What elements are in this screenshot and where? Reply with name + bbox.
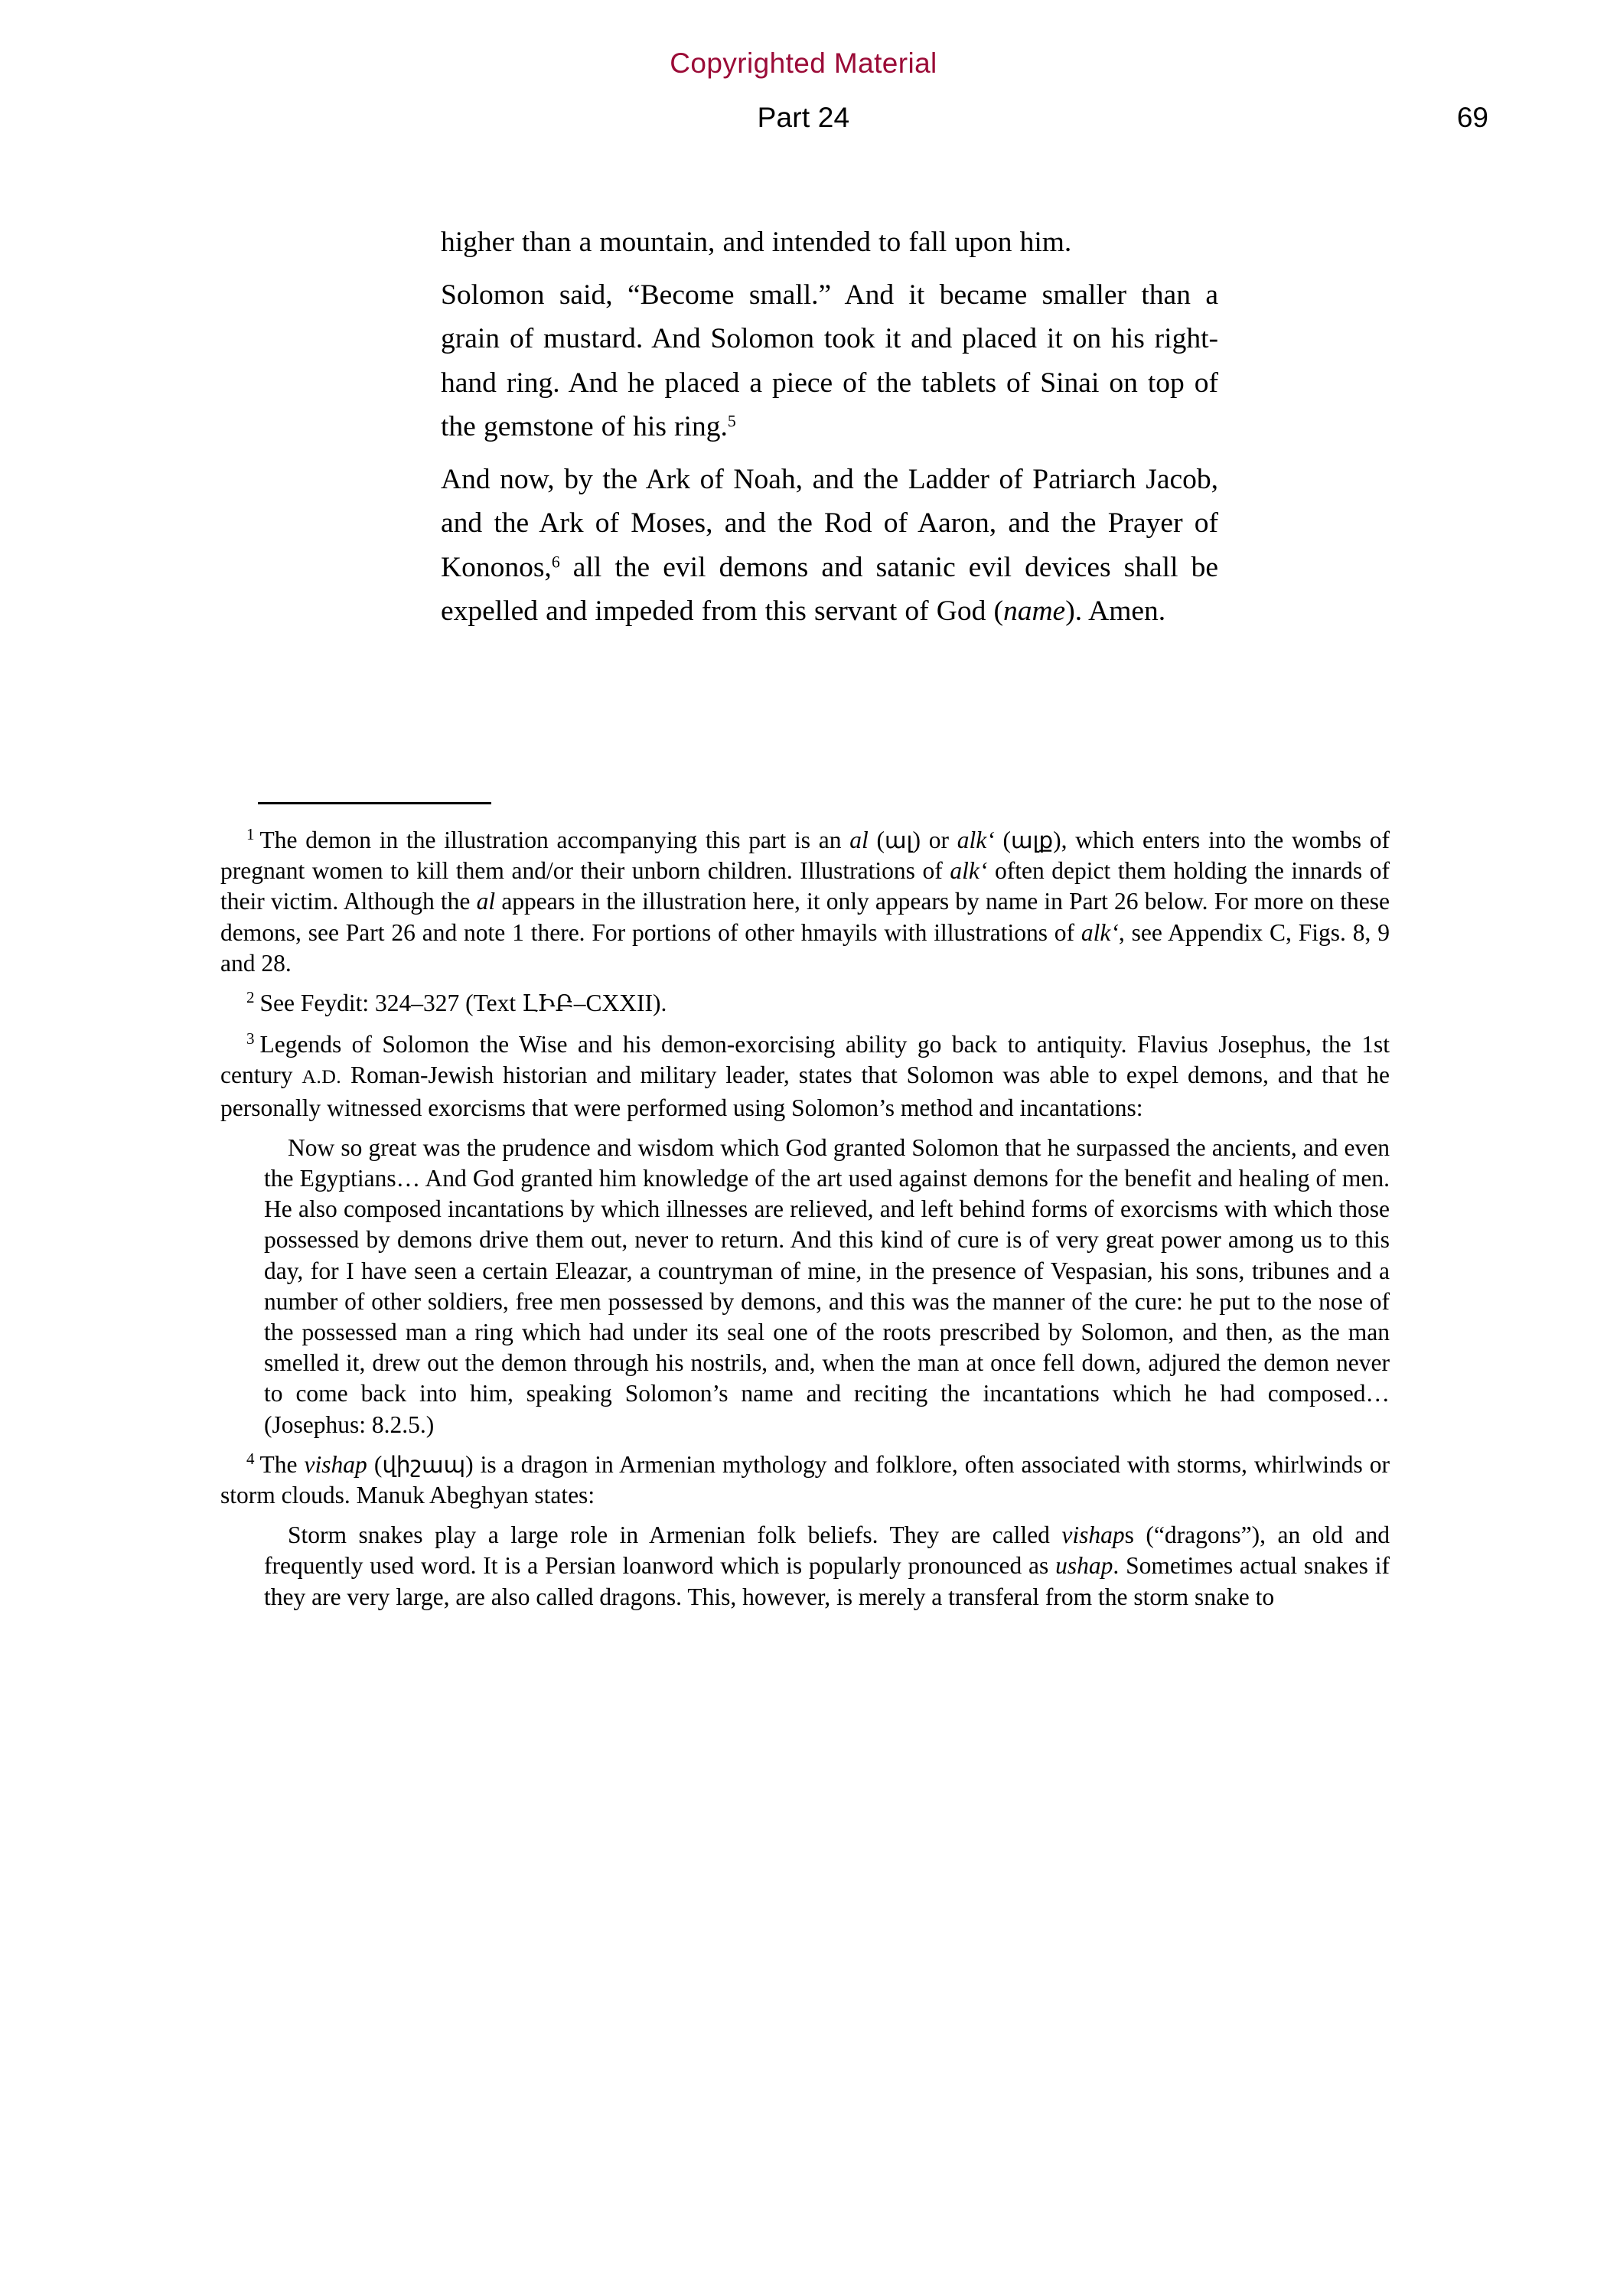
footnote-1-seg-f: often depict them holding the innards of their victim. Although the <box>220 857 1390 915</box>
footnote-4-number: 4 <box>246 1449 255 1468</box>
body-paragraph-3-text-a: And now, by the Ark of Noah, and the Ladder of Patriarch Jacob, and the Ark of Moses, and the Rod of Aaron, and the Prayer of Kononos, <box>441 463 1218 583</box>
footnote-4-quote-b: s (“dragons”), an old and frequently used word. It is a Persian loanword which is popularly pronounced as <box>264 1521 1390 1580</box>
footnote-3-smallcaps-ad: A.D. <box>302 1065 342 1088</box>
body-paragraph-3 <box>441 458 1218 634</box>
footnote-separator-rule <box>258 802 491 804</box>
body-paragraph-1 <box>441 220 1218 265</box>
note-reference-6: 6 <box>551 553 560 572</box>
footnote-1-italic-alk-3: alk‘ <box>1081 918 1119 946</box>
footnote-3 <box>220 1029 1390 1124</box>
footnote-4-seg-a: The <box>259 1450 305 1478</box>
footnote-4-italic-vishap: vishap <box>304 1450 367 1478</box>
footnote-1-seg-a: The demon in the illustration accompanying this part is an <box>259 827 850 853</box>
footnote-4-armenian-vishap: վիշապ <box>382 1451 466 1478</box>
footnote-1-armenian-alk: ալք <box>1011 827 1054 853</box>
footnote-1-italic-al-2: al <box>476 888 496 915</box>
footnote-area <box>220 825 1390 1622</box>
footnote-2-seg-b: –CXXII). <box>573 990 667 1017</box>
body-paragraph-3-text-c: ). Amen. <box>1065 595 1166 627</box>
copyrighted-material-notice: Copyrighted Material <box>670 47 937 79</box>
body-paragraph-2 <box>441 273 1218 449</box>
footnote-1-seg-d: ( <box>994 827 1012 853</box>
footnote-1 <box>220 825 1390 979</box>
page-number: 69 <box>1456 102 1488 133</box>
footnote-1-seg-h: , see Appendix C, Figs. 8, 9 and 28. <box>220 918 1390 977</box>
footnote-4-quote-italic-ushap: ushap <box>1055 1552 1113 1580</box>
body-paragraph-3-italic-name: name <box>1002 595 1066 627</box>
body-paragraph-1-text: higher than a mountain, and intended to fall upon him. <box>441 227 1072 258</box>
body-paragraph-3-text-b: all the evil demons and satanic evil devices shall be expelled and impeded from this servant of God ( <box>441 551 1218 627</box>
footnote-1-seg-c: ) or <box>912 827 957 853</box>
note-reference-5: 5 <box>727 412 736 431</box>
footnote-2 <box>220 988 1390 1019</box>
footnote-1-italic-al: al <box>849 827 869 853</box>
footnote-3-number: 3 <box>246 1029 255 1049</box>
footnote-1-seg-b: ( <box>868 827 885 853</box>
footnote-2-number: 2 <box>246 988 255 1007</box>
body-paragraph-2-text: Solomon said, “Become small.” And it became smaller than a grain of mustard. And Solomon took it and placed it on his right-hand ring. And he placed a piece of the tablets of Sinai on top of the gemstone of his ring. <box>441 279 1218 442</box>
footnote-3-seg-b: Roman-Jewish historian and military leader, states that Solomon was able to expel demons, and that he personally witnessed exorcisms that were performed using Solomon’s method and incantations: <box>220 1062 1390 1121</box>
footnote-3-quote-text: Now so great was the prudence and wisdom which God granted Solomon that he surpassed the ancients, and even the Egyptians… And God granted him knowledge of the art used against demons for the benefit and healing of men. He also composed incantations by which illnesses are relieved, and left behind forms of exorcisms with which those possessed by demons drive them out, never to return. And this kind of cure is of very great power among us to this day, for I have seen a certain Eleazar, a countryman of mine, in the presence of Vespasian, his sons, tribunes and a number of other soldiers, free men possessed by demons, and this was the manner of the cure: he put to the nose of the possessed man a ring which had under its seal one of the roots prescribed by Solomon, and then, as the man smelled it, drew out the demon through his nostrils, and, when the man at once fell down, adjured the demon never to come back into him, speaking Solomon’s name and reciting the incantations which he had composed… (Josephus: 8.2.5.) <box>264 1133 1390 1438</box>
footnote-3-blockquote <box>220 1133 1390 1440</box>
running-head-title: Part 24 <box>757 102 850 133</box>
footnote-4-seg-c: ) is a dragon in Armenian mythology and folklore, often associated with storms, whirlwinds or storm clouds. Manuk Abeghyan states: <box>220 1450 1390 1509</box>
footnote-2-armenian-numeral: ԼԻԲ <box>522 990 574 1018</box>
footnote-4-quote-a: Storm snakes play a large role in Armenian folk beliefs. They are called <box>288 1521 1062 1549</box>
footnote-1-italic-alk-2: alk‘ <box>950 857 988 885</box>
running-head <box>119 102 1488 145</box>
main-text-column <box>441 220 1218 634</box>
footnote-4-quote-italic-vishap: vishap <box>1061 1521 1125 1549</box>
footnote-4-seg-b: ( <box>367 1450 383 1478</box>
footnote-1-armenian-al: ալ <box>885 827 913 853</box>
footnote-1-number: 1 <box>246 825 255 843</box>
footnote-4-blockquote <box>220 1520 1390 1613</box>
footnote-1-seg-e: ), which enters into the wombs of pregnant women to kill them and/or their unborn children. Illustrations of <box>220 827 1390 885</box>
footnote-1-italic-alk: alk‘ <box>957 827 995 853</box>
footnote-2-seg-a: See Feydit: 324–327 (Text <box>259 990 523 1017</box>
footnote-3-seg-a: Legends of Solomon the Wise and his demon-exorcising ability go back to antiquity. Flavius Josephus, the 1st century <box>220 1031 1390 1089</box>
footnote-4 <box>220 1450 1390 1511</box>
footnote-1-seg-g: appears in the illustration here, it only appears by name in Part 26 below. For more on these demons, see Part 26 and note 1 there. For portions of other hmayils with illustrations of <box>220 888 1390 946</box>
footnote-4-quote-c: . Sometimes actual snakes if they are very large, are also called dragons. This, however, is merely a transferal from the storm snake to <box>264 1552 1390 1610</box>
